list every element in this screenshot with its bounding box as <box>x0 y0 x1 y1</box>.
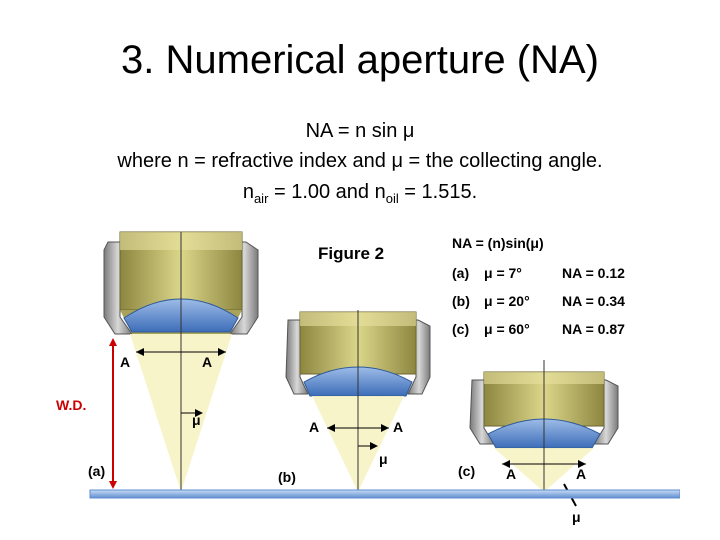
angle-label-b: μ <box>379 451 388 467</box>
n-air-value: = 1.00 and n <box>268 181 386 203</box>
legend-row-c-na: NA = 0.87 <box>562 321 625 337</box>
legend-row-c-angle: μ = 60° <box>484 321 530 337</box>
aperture-label-b-left: A <box>309 419 320 435</box>
aperture-label-a-left: A <box>120 354 131 370</box>
wd-label: W.D. <box>56 397 87 413</box>
legend-row-a-angle: μ = 7° <box>484 265 522 281</box>
panel-label-b: (b) <box>278 469 296 485</box>
objective-c <box>470 360 618 506</box>
legend-row-a-letter: (a) <box>452 265 470 281</box>
aperture-label-c-right: A <box>576 466 587 482</box>
legend-row-b-letter: (b) <box>452 293 470 309</box>
n-oil-value: = 1.515. <box>398 181 478 203</box>
objective-b <box>286 310 430 492</box>
legend-formula: NA = (n)sin(μ) <box>452 235 544 251</box>
legend-row-b-angle: μ = 20° <box>484 293 530 309</box>
panel-label-c: (c) <box>458 463 476 479</box>
slide-title: 3. Numerical aperture (NA) <box>121 38 599 82</box>
objective-figure <box>40 222 680 527</box>
legend-row-b-na: NA = 0.34 <box>562 293 625 309</box>
specimen-slide <box>90 490 680 498</box>
refractive-index-values <box>0 181 720 206</box>
angle-label-c: μ <box>572 509 581 525</box>
figure-caption: Figure 2 <box>318 244 385 263</box>
legend-row-c-letter: (c) <box>452 321 470 337</box>
na-definition: where n = refractive index and μ = the collecting angle. <box>117 150 603 172</box>
angle-label-a: μ <box>192 412 201 428</box>
n-air-symbol: n <box>242 181 254 203</box>
n-air-subscript: air <box>253 191 269 206</box>
n-oil-subscript: oil <box>385 191 399 206</box>
aperture-label-c-left: A <box>506 466 517 482</box>
panel-label-a: (a) <box>88 463 106 479</box>
aperture-label-a-right: A <box>202 354 213 370</box>
legend-row-a-na: NA = 0.12 <box>562 265 625 281</box>
aperture-label-b-right: A <box>393 419 404 435</box>
na-formula: NA = n sin μ <box>305 120 415 142</box>
